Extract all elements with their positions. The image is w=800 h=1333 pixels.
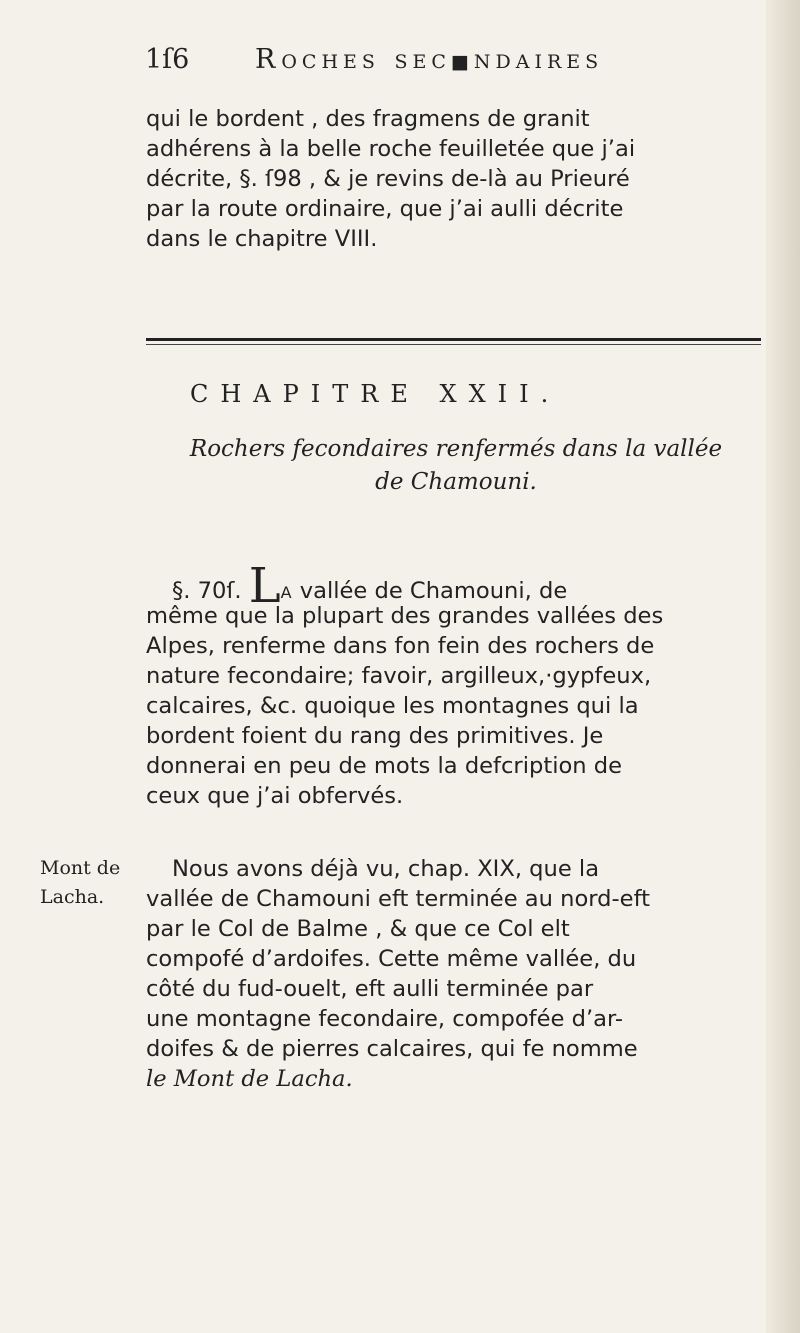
paragraph-2 <box>146 601 766 811</box>
running-title-rest: OCHES <box>281 51 380 73</box>
text-line: ceux que j’ai obfervés. <box>146 783 404 809</box>
margin-note <box>40 854 140 912</box>
dropcap-rest: A <box>280 583 293 602</box>
divider-rule-thick <box>146 338 761 341</box>
text-line: vallée de Chamouni eft terminée au nord-eft <box>146 886 650 912</box>
chapter-subtitle-line: Rochers fecondaires renfermés dans la vallée <box>189 436 723 462</box>
text-line: par le Col de Balme , & que ce Col elt <box>146 916 570 942</box>
text-line: bordent foient du rang des primitives. Je <box>146 723 604 749</box>
text-line: une montagne fecondaire, compofée d’ar- <box>146 1006 623 1032</box>
margin-note-line: Lacha. <box>40 886 105 908</box>
text-line: par la route ordinaire, que j’ai aulli décrite <box>146 196 624 222</box>
text-line: calcaires, &c. quoique les montagnes qui la <box>146 693 639 719</box>
paragraph-3-first-line <box>172 854 767 884</box>
page-edge-shadow <box>766 0 800 1333</box>
text-line: nature fecondaire; favoir, argilleux,·gypfeux, <box>146 663 652 689</box>
text-line: donnerai en peu de mots la defcription de <box>146 753 623 779</box>
paragraph-3 <box>146 884 766 1094</box>
chapter-subtitle-line: de Chamouni. <box>375 469 537 495</box>
text-line: adhérens à la belle roche feuilletée que j’ai <box>146 136 636 162</box>
text-line: côté du fud-ouelt, eft aulli terminée par <box>146 976 594 1002</box>
line-rest: vallée de Chamouni, de <box>299 578 568 604</box>
text-line: même que la plupart des grandes vallées des <box>146 603 664 629</box>
running-title <box>255 44 603 75</box>
margin-note-line: Mont de <box>40 857 121 879</box>
text-line: Nous avons déjà vu, chap. XIX, que la <box>172 856 600 882</box>
text-line: qui le bordent , des fragmens de granit <box>146 106 590 132</box>
text-line: Alpes, renferme dans fon fein des rochers de <box>146 633 655 659</box>
page-number: 1ſ6 <box>145 44 190 75</box>
text-line: doifes & de pierres calcaires, qui fe nomme <box>146 1036 638 1062</box>
running-title-initial: R <box>255 44 282 75</box>
text-line: décrite, §. ſ98 , & je revins de-là au Prieuré <box>146 166 630 192</box>
dropcap-letter: L <box>248 558 281 614</box>
divider-rule-thin <box>146 344 761 345</box>
chapter-title: CHAPITRE XXII. <box>190 380 561 408</box>
section-number: §. 70ſ. <box>172 578 242 604</box>
text-line-italic <box>146 1064 766 1094</box>
chapter-subtitle <box>146 433 766 499</box>
italic-text: le Mont de Lacha. <box>146 1066 353 1092</box>
running-header <box>145 44 665 84</box>
running-title-word2: SEC■NDAIRES <box>394 51 604 73</box>
text-line: compofé d’ardoifes. Cette même vallée, du <box>146 946 637 972</box>
text-line: dans le chapitre VIII. <box>146 226 378 252</box>
paragraph-1 <box>146 104 766 254</box>
